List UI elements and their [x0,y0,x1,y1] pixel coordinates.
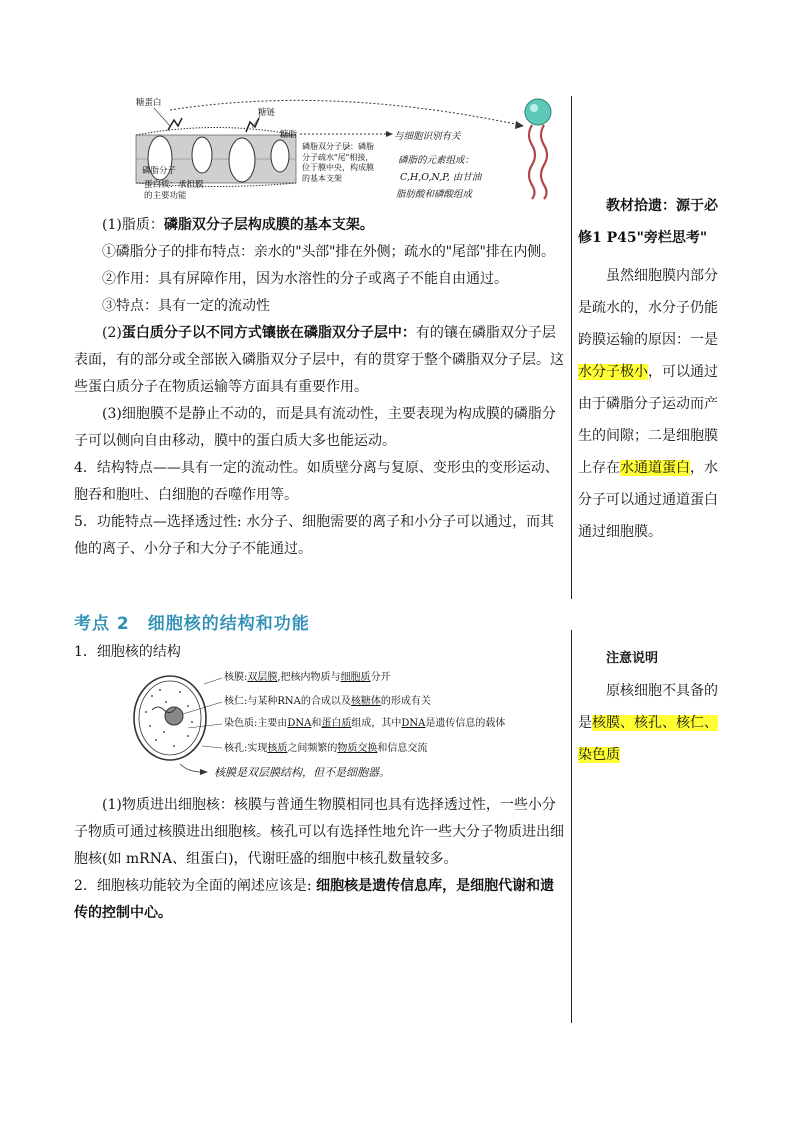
attention-title: 注意说明 [606,651,659,666]
highlight-aquaporin: 水通道蛋白 [620,460,690,476]
nucleus-figure [130,666,510,786]
protein-bold: 蛋白质分子以不同方式镶嵌在磷脂双分子层中： [121,325,416,341]
structure-feature: 4．结构特点——具有一定的流动性。如质壁分离与复原、变形虫的变形运动、胞吞和胞吐、白细胞的吞噬作用等。 [74,460,559,503]
column-divider-bottom [571,630,572,1023]
nucleus-structure-heading: 1．细胞核的结构 [74,644,181,660]
nucleus-function-paragraph: 2．细胞核功能较为全面的阐述应该是: 细胞核是遗传信息库，是细胞代谢和遗传的控制中心。 [74,878,555,921]
protein-paragraph: (2)蛋白质分子以不同方式镶嵌在磷脂双分子层中：有的镶在磷脂双分子层表面，有的部分或全部嵌入磷脂双分子层中，有的贯穿于整个磷脂双分子层。这些蛋白质分子在物质运输等方面具有重要作用。 [74,325,564,395]
function-feature: 5．功能特点—选择透过性: 水分子、细胞需要的离子和小分子可以通过，而其他的离子、小分子和大分子不能通过。 [74,514,555,557]
chromatin-label: 染色质:主要由DNA和蛋白质组成，其中DNA是遗传信息的载体 [224,718,506,729]
label-glycoprotein: 糖蛋白 [136,98,162,108]
note-elements-1: 磷脂的元素组成： [398,155,475,166]
nuclear-envelope-label: 核膜:双层膜,把核内物质与细胞质分开 [224,672,391,683]
section-title: 考点 2 细胞核的结构和功能 [74,614,310,634]
nuclear-pore-label: 核孔:实现核质之间频繁的物质交换和信息交流 [224,743,428,754]
lipid-bold: 磷脂双分子层构成膜的基本支架。 [163,217,374,233]
note-elements-2: C,H,O,N,P, 由甘油 [400,172,482,183]
nucleus-function-bold: 细胞核是遗传信息库，是细胞代谢和遗传的控制中心。 [74,878,555,921]
side-note-title: 教材拾遗：源于必修1 P45"旁栏思考" [578,198,718,246]
fluidity-paragraph: (3)细胞膜不是静止不动的，而是具有流动性，主要表现为构成膜的磷脂分子可以侧向自由移动，膜中的蛋白质大多也能运动。 [74,406,556,449]
highlight-prokaryote: 核膜、核孔、核仁、染色质 [578,715,718,763]
lipid-point-c: ③特点：具有一定的流动性 [102,298,270,314]
label-protein: 蛋白质：承担膜的主要功能 [144,180,204,201]
highlight-water-small: 水分子极小 [578,364,648,380]
note-recognition: 与细胞识别有关 [394,131,461,142]
side-note-body: 虽然细胞膜内部分是疏水的，水分子仍能跨膜运输的原因：一是水分子极小，可以通过由于磷脂分子运动而产生的间隙；二是细胞膜上存在水通道蛋白，水分子可以通过通道蛋白通过细胞膜。 [578,268,718,540]
lipid-paragraph: (1)脂质：磷脂双分子层构成膜的基本支架。 [102,217,374,233]
nucleus-hand-note: 核膜是双层膜结构，但不是细胞器。 [214,766,390,779]
label-sugar-chain: 糖链 [258,108,276,118]
label-bilayer: 磷脂双分子层：磷脂分子疏水"尾"相接，位于膜中央，构成膜的基本支架 [302,142,374,183]
nucleolus-label: 核仁:与某种RNA的合成以及核糖体的形成有关 [224,696,431,707]
side-note-attention [578,643,728,771]
label-glycolipid: 糖脂 [280,130,298,140]
nucleus-transport-paragraph: (1)物质进出细胞核：核膜与普通生物膜相同也具有选择透过性，一些小分子物质可通过核膜进出细胞核。核孔可以有选择性地允许一些大分子物质进出细胞核(如 mRNA、组蛋白)，代谢旺盛的细胞中核孔数量较多。 [74,797,564,867]
side-note-textbook [578,190,728,548]
membrane-figure [130,90,570,208]
lipid-point-a: ①磷脂分子的排布特点：亲水的"头部"排在外侧；疏水的"尾部"排在内侧。 [102,244,555,260]
note-elements-3: 脂肪酸和磷酸组成 [396,189,473,200]
lipid-point-b: ②作用：具有屏障作用，因为水溶性的分子或离子不能自由通过。 [102,271,508,287]
attention-body: 原核细胞不具备的是核膜、核孔、核仁、染色质 [578,683,718,763]
label-phospholipid: 磷脂分子 [142,166,177,176]
column-divider-top [571,96,572,599]
